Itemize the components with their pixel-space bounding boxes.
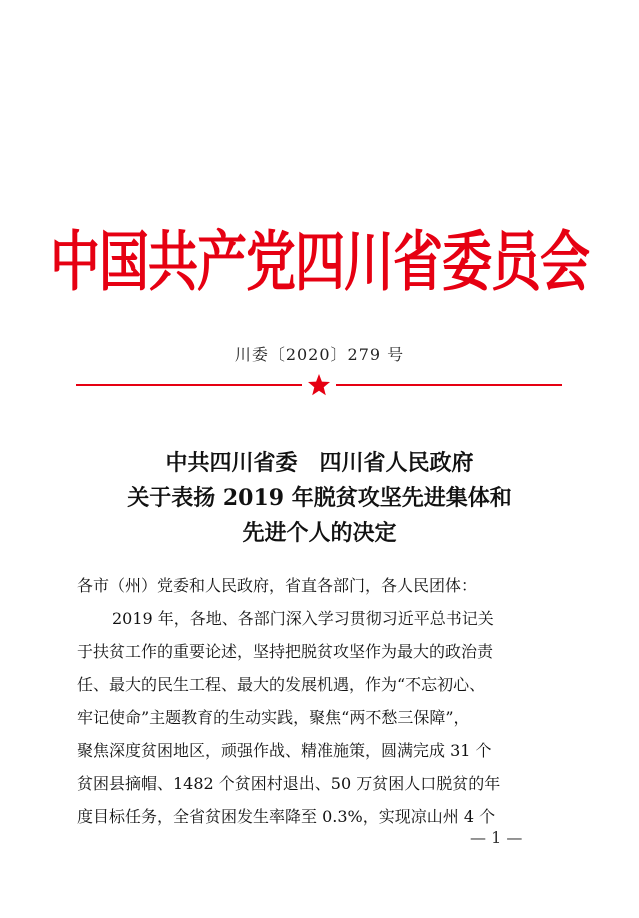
- body-text-line: 任、最大的民生工程、最大的发展机遇，作为“不忘初心、: [77, 675, 486, 694]
- document-title-line-2: 关于表扬 2019 年脱贫攻坚先进集体和: [127, 485, 512, 511]
- title-issuer-government: 四川省人民政府: [319, 450, 474, 476]
- body-text-line: 贫困县摘帽、1482 个贫困村退出、50 万贫困人口脱贫的年: [77, 774, 501, 793]
- body-text-line: 度目标任务，全省贫困发生率降至 0.3%，实现凉山州 4 个: [77, 807, 496, 826]
- red-rule-left: [76, 384, 302, 386]
- body-text-line: 于扶贫工作的重要论述，坚持把脱贫攻坚作为最大的政治责: [77, 642, 494, 661]
- body-text-line: 牢记使命”主题教育的生动实践，聚焦“两不愁三保障”，: [77, 708, 470, 727]
- body-text-line: 聚焦深度贫困地区，顽强作战、精准施策，圆满完成 31 个: [77, 741, 492, 760]
- red-star-icon: [307, 373, 331, 397]
- salutation: 各市（州）党委和人民政府，省直各部门，各人民团体：: [77, 576, 478, 595]
- page-number: — 1 —: [470, 828, 523, 847]
- document-number: 川委〔2020〕279 号: [234, 345, 405, 364]
- title-issuer-party: 中共四川省委: [165, 450, 298, 476]
- document-title-line-1: [0, 446, 639, 477]
- red-rule-right: [336, 384, 562, 386]
- body-text-line: 2019 年，各地、各部门深入学习贯彻习近平总书记关: [112, 609, 494, 628]
- document-title-line-3: 先进个人的决定: [242, 520, 397, 546]
- issuer-masthead: 中国共产党四川省委员会: [50, 224, 589, 300]
